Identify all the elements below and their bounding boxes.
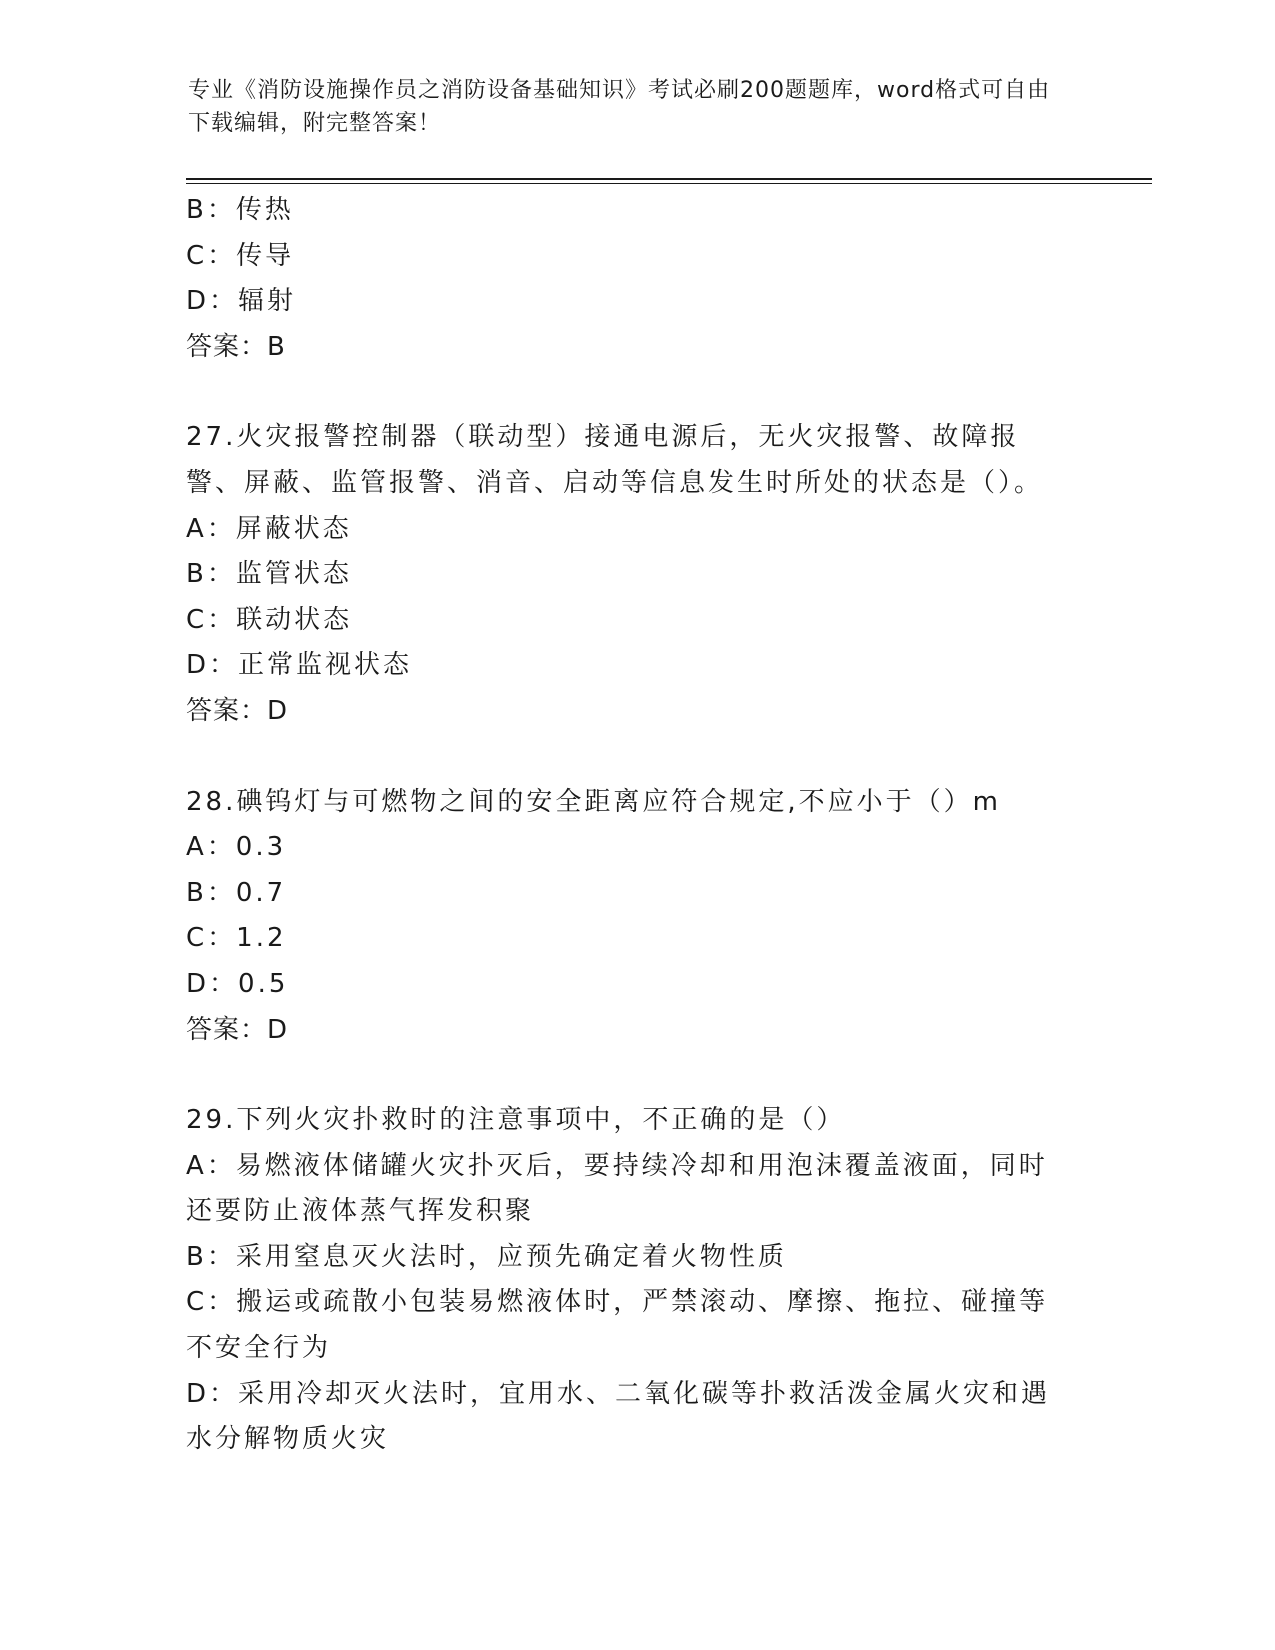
option-c: C：搬运或疏散小包装易燃液体时，严禁滚动、摩擦、拖拉、碰撞等不安全行为 [186,1287,1049,1364]
option-c: C：联动状态 [186,604,353,635]
question-28-block [186,780,1076,1054]
option-d: D：辐射 [186,286,297,317]
question-stem: 27.火灾报警控制器（联动型）接通电源后，无火灾报警、故障报警、屏蔽、监管报警、消音、启动等信息发生时所处的状态是（）。 [186,422,1044,498]
option-c: C：传导 [186,240,295,271]
option-b: B：监管状态 [186,559,352,590]
answer: 答案：D [186,1014,289,1045]
question-27-block [186,415,1076,734]
option-d: D：0.5 [186,968,289,999]
prev-question-block [186,188,1076,370]
option-a: A：0.3 [186,832,287,863]
header-rule-thin [186,183,1152,184]
question-stem: 29.下列火灾扑救时的注意事项中，不正确的是（） [186,1105,846,1136]
answer: 答案：D [186,695,289,726]
question-content [186,188,1076,1463]
question-stem: 28.碘钨灯与可燃物之间的安全距离应符合规定,不应小于（）m [186,786,1001,817]
option-c: C：1.2 [186,923,287,954]
option-d: D：正常监视状态 [186,650,413,681]
answer: 答案：B [186,331,286,362]
header-rule-thick [186,178,1152,180]
page-header: 专业《消防设施操作员之消防设备基础知识》考试必刷200题题库，word格式可自由下载编辑，附完整答案！ [188,78,1051,136]
option-b: B：采用窒息灭火法时，应预先确定着火物性质 [186,1241,787,1272]
option-a: A：屏蔽状态 [186,513,352,544]
question-29-block [186,1098,1076,1463]
option-b: B：0.7 [186,877,287,908]
option-b: B：传热 [186,195,294,225]
option-d: D：采用冷却灭火法时，宜用水、二氧化碳等扑救活泼金属火灾和遇水分解物质火灾 [186,1378,1051,1455]
option-a: A：易燃液体储罐火灾扑灭后，要持续冷却和用泡沫覆盖液面，同时还要防止液体蒸气挥发积聚 [186,1150,1048,1227]
